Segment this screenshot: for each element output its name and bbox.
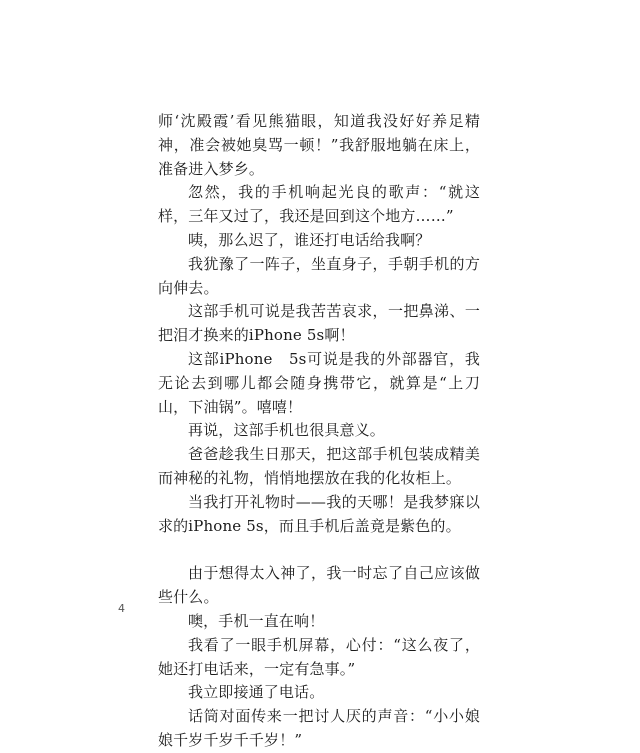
paragraph: 噢，手机一直在响！ [188,611,325,630]
paragraph: 我犹豫了一阵子，坐直身子，手朝手机的方向伸去。 [158,254,480,297]
body-text [158,110,480,753]
paragraph: 咦，那么迟了，谁还打电话给我啊？ [188,230,431,249]
paragraph-gap [158,538,480,562]
paragraph: 这部手机可说是我苦苦哀求，一把鼻涕、一把泪才换来的iPhone 5s啊！ [158,302,480,345]
paragraph: 师‘沈殿霞’看见熊猫眼，知道我没好好养足精神，准会被她臭骂一顿！”我舒服地躺在床上，准备进入梦乡。 [158,112,480,178]
paragraph: 我立即接通了电话。 [188,683,325,702]
paragraph: 由于想得太入神了，我一时忘了自己应该做些什么。 [158,564,480,607]
paragraph: 我看了一眼手机屏幕，心付：“这么夜了，她还打电话来，一定有急事。” [158,635,480,678]
paragraph: 这部iPhone 5s可说是我的外部器官，我无论去到哪儿都会随身携带它，就算是“上刀山，下油锅”。嘻嘻！ [158,349,480,416]
paragraph: 话筒对面传来一把讨人厌的声音：“小小娘娘千岁千岁千千岁！” [158,707,480,749]
paragraph: 再说，这部手机也很具意义。 [188,421,385,440]
paragraph: 忽然，我的手机响起光良的歌声：“就这样，三年又过了，我还是回到这个地方……” [158,183,480,226]
paragraph: 当我打开礼物时——我的天哪！是我梦寐以求的iPhone 5s，而且手机后盖竟是紫色的。 [158,492,480,535]
paragraph: 爸爸趁我生日那天，把这部手机包装成精美而神秘的礼物，悄悄地摆放在我的化妆柜上。 [158,445,480,487]
page-number: 4 [118,602,125,615]
